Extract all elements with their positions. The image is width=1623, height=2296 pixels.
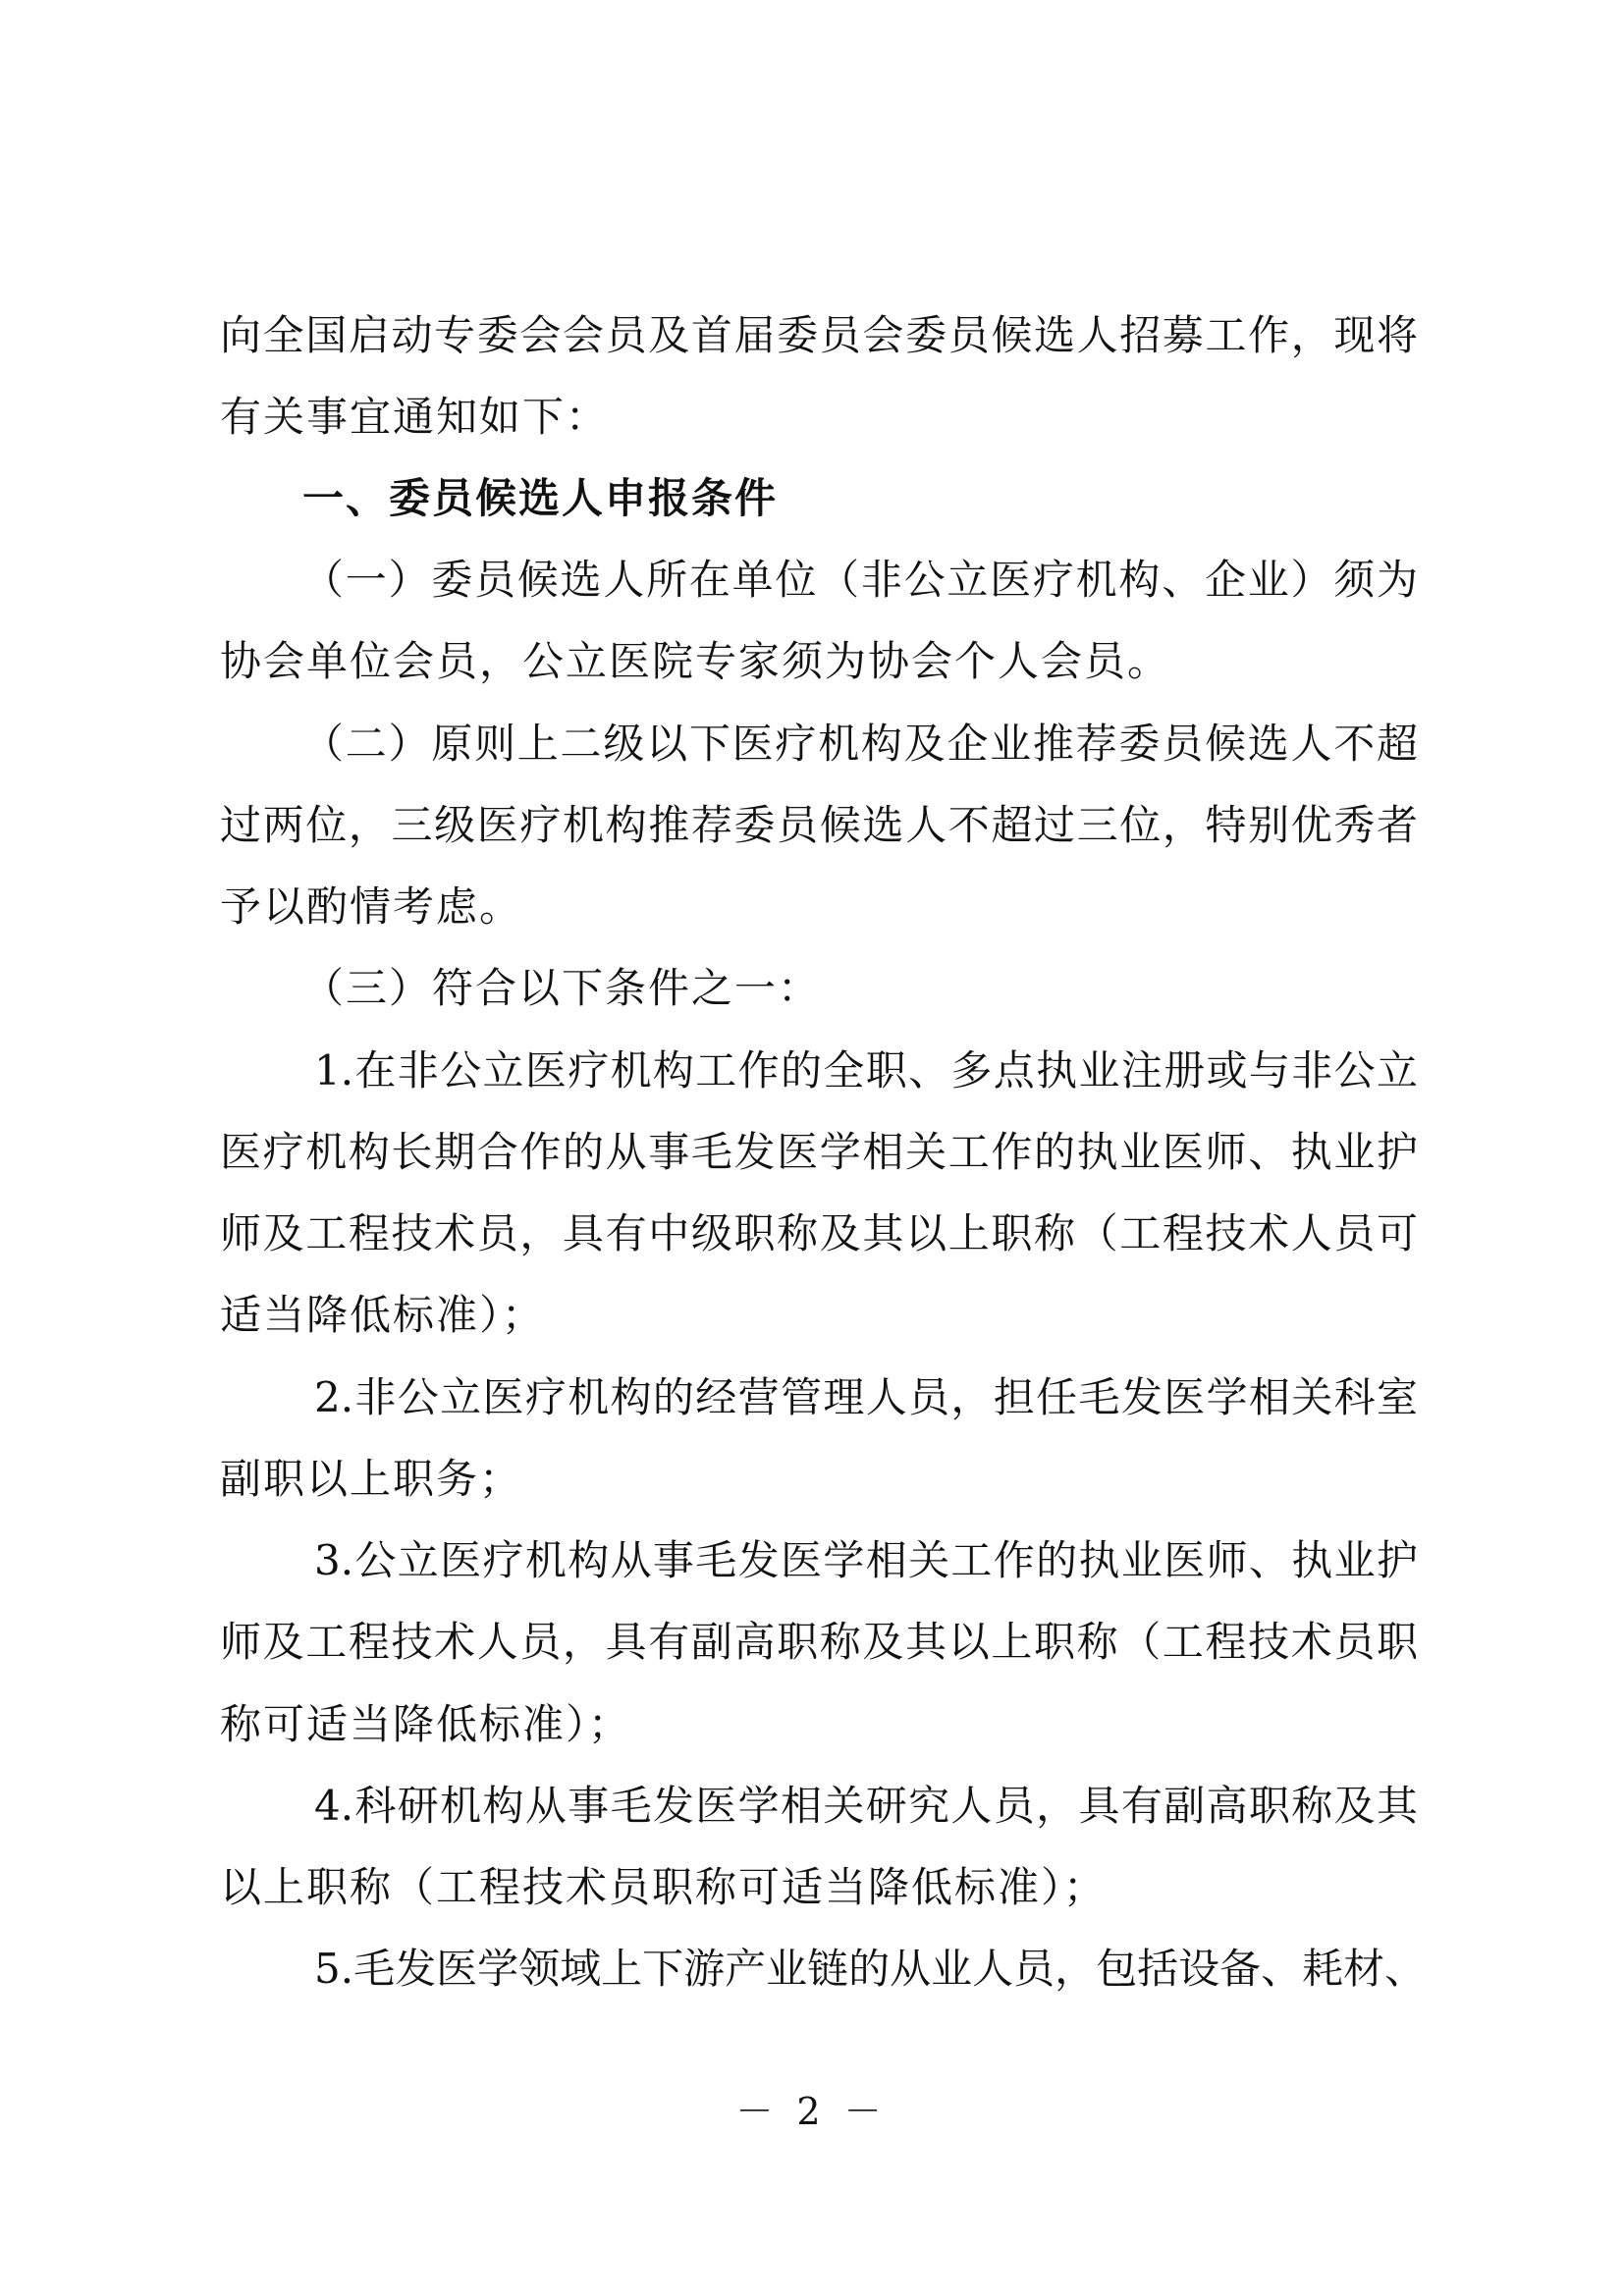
body-line: 适当降低标准）；: [220, 1291, 546, 1339]
body-line: （三）符合以下条件之一：: [302, 964, 822, 1012]
body-line: 向全国启动专委会会员及首届委员会委员候选人招募工作，现将: [220, 311, 1418, 359]
body-line: 1.在非公立医疗机构工作的全职、多点执业注册或与非公立: [314, 1046, 1418, 1095]
body-line: 医疗机构长期合作的从事毛发医学相关工作的执业医师、执业护: [220, 1128, 1418, 1176]
body-line: 副职以上职务；: [220, 1455, 523, 1503]
body-line: 4.科研机构从事毛发医学相关研究人员，具有副高职称及其: [314, 1782, 1418, 1830]
body-line: （二）原则上二级以下医疗机构及企业推荐委员候选人不超: [302, 720, 1418, 768]
body-line: 3.公立医疗机构从事毛发医学相关工作的执业医师、执业护: [314, 1536, 1418, 1584]
body-line: 协会单位会员，公立医院专家须为协会个人会员。: [220, 637, 1171, 685]
page-number: － 2 －: [735, 2090, 888, 2133]
body-line: 以上职称（工程技术员职称可适当降低标准）；: [220, 1863, 1108, 1911]
body-line: 予以酌情考虑。: [220, 882, 523, 931]
body-line: （一）委员候选人所在单位（非公立医疗机构、企业）须为: [302, 556, 1418, 604]
body-line: 师及工程技术人员，具有副高职称及其以上职称（工程技术员职: [220, 1618, 1418, 1666]
body-line: 过两位，三级医疗机构推荐委员候选人不超过三位，特别优秀者: [220, 801, 1418, 849]
body-line: 称可适当降低标准）；: [220, 1700, 632, 1748]
section-heading: 一、委员候选人申报条件: [302, 474, 779, 522]
body-line: 5.毛发医学领域上下游产业链的从业人员，包括设备、耗材、: [314, 1945, 1427, 1993]
body-line: 2.非公立医疗机构的经营管理人员，担任毛发医学相关科室: [314, 1373, 1418, 1421]
body-line: 有关事宜通知如下：: [220, 393, 610, 441]
body-line: 师及工程技术员，具有中级职称及其以上职称（工程技术人员可: [220, 1209, 1418, 1257]
